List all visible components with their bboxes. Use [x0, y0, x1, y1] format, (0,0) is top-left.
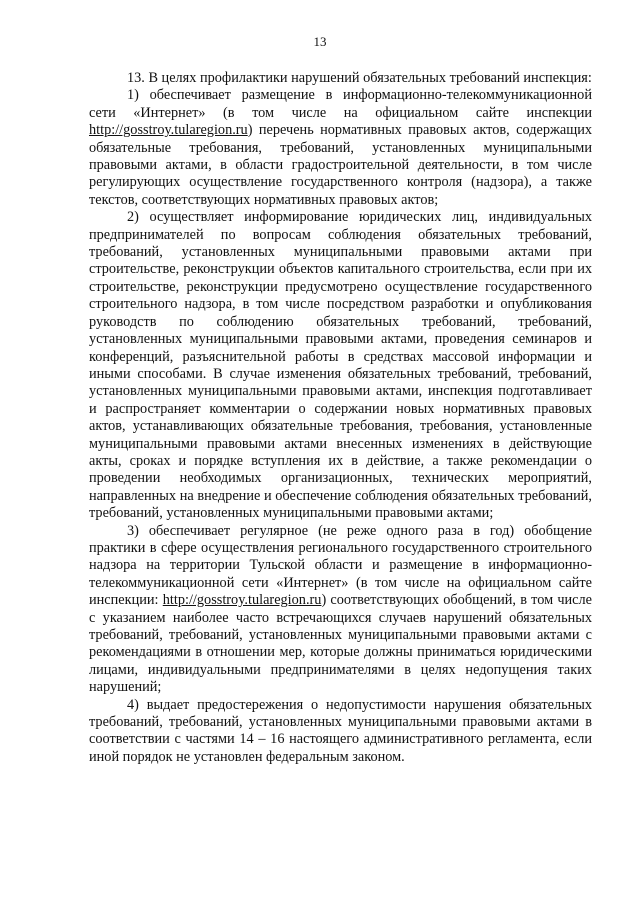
paragraph-13-intro: 13. В целях профилактики нарушений обязательных требований инспекция: — [127, 70, 592, 86]
paragraph-item-1-text-start: 1) обеспечивает размещение в информационно-телекоммуникационной сети «Интернет» (в том числе на официальном сайте инспекции — [89, 87, 592, 121]
paragraph-item-3-text-end: ) соответствующих обобщений, в том числе с указанием наиболее часто встречающихся случаев нарушений обязательных требований, требований, установленных муниципальными правовыми актами с рекомендациями в отношении мер, которые должны приниматься юридическими лицами, индивидуальными предпринимателями в целях недопущения таких нарушений; — [89, 592, 593, 696]
paragraph-item-2: 2) осуществляет информирование юридических лиц, индивидуальных предпринимателей по вопросам соблюдения обязательных требований, требований, установленных муниципальными правовыми актами при строительстве, реконструкции объектов капитального строительства, если при их строительстве, реконструкции предусмотрено осуществление государственного строительного надзора, в том числе посредством разработки и опубликования руководств по соблюдению обязательных требований, требований, установленных муниципальными правовыми актами, проведения семинаров и конференций, разъяснительной работы в средствах массовой информации и иными способами. В случае изменения обязательных требований, требований, установленных муниципальными правовыми актами, инспекция подготавливает и распространяет комментарии о содержании новых нормативных правовых актов, устанавливающих обязательные требования, требования, установленные муниципальными правовыми актами внесенных изменениях в действующие акты, сроках и порядке вступления их в действие, а также рекомендации о проведении необходимых организационных, технических мероприятий, направленных на внедрение и обеспечение соблюдения обязательных требований, требований, установленных муниципальными правовыми актами; — [89, 209, 592, 522]
paragraph-item-3 — [89, 523, 592, 697]
paragraph-item-1 — [89, 87, 592, 209]
document-body — [89, 70, 592, 766]
gosstroy-link[interactable]: http://gosstroy.tularegion.ru — [162, 592, 322, 609]
paragraph-item-1-text-end: ) перечень нормативных правовых актов, содержащих обязательные требования, требований, установленных муниципальными правовыми актами, в области градостроительной деятельности, в том числе регулирующих осуществление государственного контроля (надзора), а также текстов, соответствующих нормативных правовых актов; — [89, 122, 592, 208]
page-number: 13 — [313, 34, 327, 49]
paragraph-item-3-text-start: 3) обеспечивает регулярное (не реже одного раза в год) обобщение практики в сфере осуществления регионального государственного строительного надзора на территории Тульской области и размещение в информационно-телекоммуникационной сети «Интернет» (в том числе на официальном сайте инспекции: — [89, 522, 592, 609]
gosstroy-link[interactable]: http://gosstroy.tularegion.ru — [89, 122, 248, 139]
paragraph-item-4: 4) выдает предостережения о недопустимости нарушения обязательных требований, требований, установленных муниципальными правовыми актами в соответствии с частями 14 – 16 настоящего административного регламента, если иной порядок не установлен федеральным законом. — [89, 696, 592, 765]
